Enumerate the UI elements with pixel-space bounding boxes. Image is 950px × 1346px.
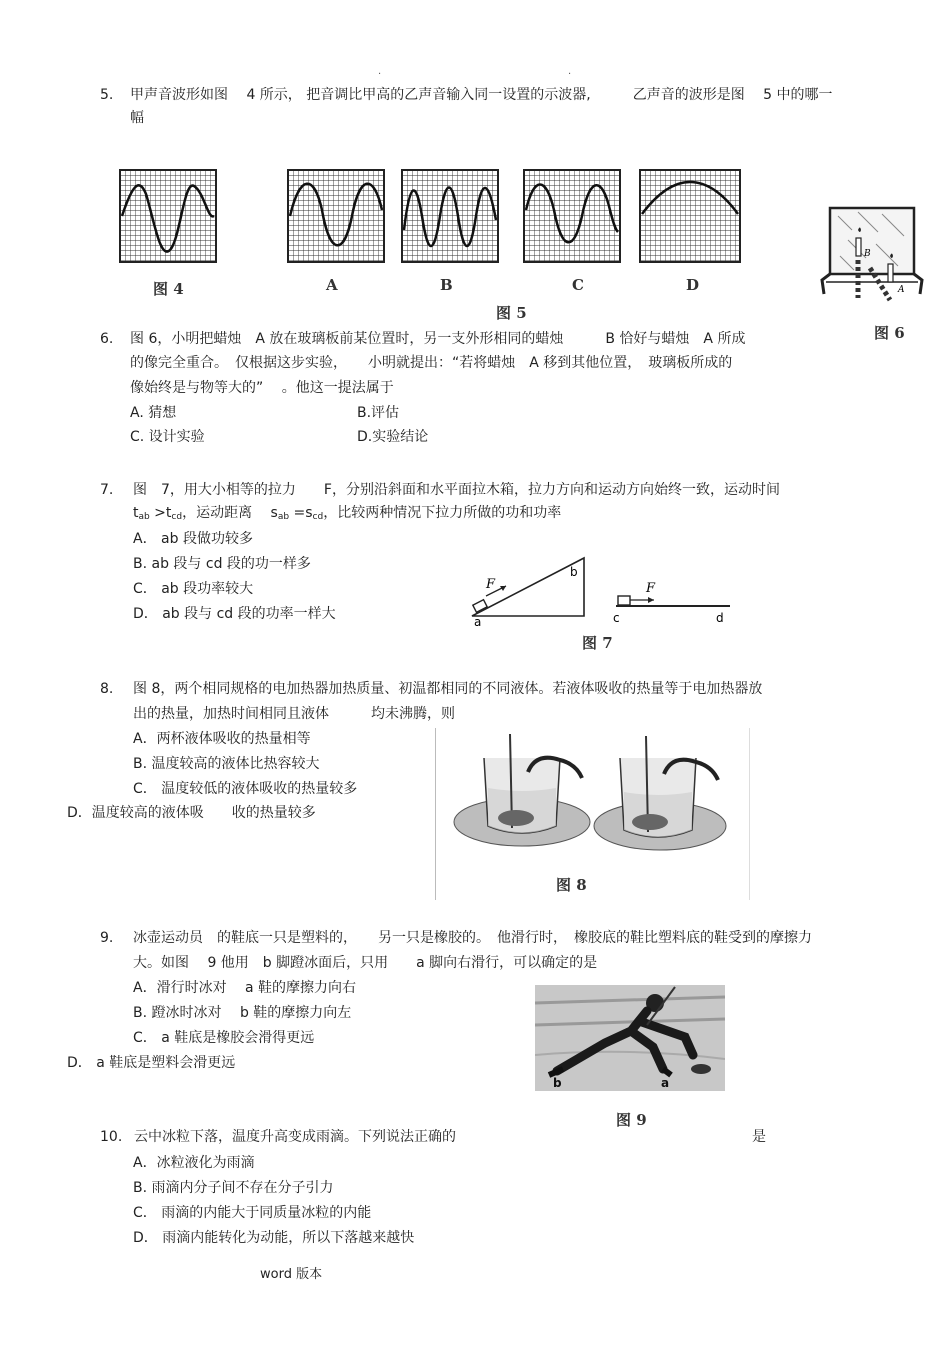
figure-9-curling-photo [535, 985, 725, 1091]
q7-stem-line1: 图 7，用大小相等的拉力 F，分别沿斜面和水平面拉木箱，拉力方向和运动方向始终一致，运动时间 [133, 482, 780, 498]
q7-option-b: B. ab 段与 cd 段的功一样多 [133, 556, 311, 572]
q5-stem-line1: 甲声音波形如图 4 所示， 把音调比甲高的乙声音输入同一设置的示波器, 乙声音的波形是图 5 中的哪一 [130, 87, 833, 103]
q10-option-a: A．冰粒液化为雨滴 [133, 1155, 255, 1171]
fig6-label-a: A [898, 285, 905, 295]
fig5-option-d-wave [640, 170, 740, 262]
q8-option-b: B. 温度较高的液体比热容较大 [133, 756, 320, 772]
figure-8-drawing [436, 728, 749, 900]
q9-option-d: D． a 鞋底是塑料会滑更远 [67, 1055, 236, 1071]
option-c-label: C [572, 276, 584, 294]
fig9-label-b: b [553, 1076, 562, 1090]
q9-option-b: B. 蹬冰时冰对 b 鞋的摩擦力向左 [133, 1005, 352, 1021]
q9-number: 9. [100, 930, 114, 946]
q6-option-b: B.评估 [357, 405, 400, 421]
q9-stem-line1: 冰壶运动员 的鞋底一只是塑料的， 另一只是橡胶的。 他滑行时， 橡胶底的鞋比塑料底的鞋受到的摩擦力 [133, 930, 812, 946]
q8-number: 8. [100, 681, 114, 697]
fig6-label-b: B [864, 249, 871, 259]
fig7-caption: 图 7 [582, 634, 613, 652]
fig5-option-c-wave [524, 170, 620, 262]
q7-stem-line2: $t_{ab} >t_{cd}$，运动距离 $s_{ab} =s_{cd}$，比较两种情况下拉力所做的功和功率 [133, 505, 562, 522]
q10-option-c: C． 雨滴的内能大于同质量冰粒的内能 [133, 1205, 372, 1221]
q8-option-c: C． 温度较低的液体吸收的热量较多 [133, 781, 358, 797]
q6-option-a: A. 猜想 [130, 405, 177, 421]
fig9-caption: 图 9 [616, 1111, 647, 1129]
fig7-force-label-1: F [486, 577, 496, 592]
q6-stem-line2: 的像完全重合。 仅根据这步实验， 小明就提出：“若将蜡烛 A 移到其他位置， 玻璃板所成的 [130, 355, 733, 371]
q10-option-b: B. 雨滴内分子间不存在分子引力 [133, 1180, 334, 1196]
fig9-label-a: a [661, 1076, 670, 1090]
q8-stem-line1: 图 8，两个相同规格的电加热器加热质量、初温都相同的不同液体。若液体吸收的热量等于电加热器放 [133, 681, 763, 697]
figure-6-glass-plate [818, 200, 928, 322]
q6-option-d: D.实验结论 [357, 429, 429, 445]
fig7-label-b: b [570, 565, 578, 579]
fig4-caption: 图 4 [153, 280, 184, 298]
top-dot-1: . [378, 66, 382, 77]
fig5-caption: 图 5 [496, 304, 527, 322]
q8-option-a: A．两杯液体吸收的热量相等 [133, 731, 311, 747]
q5-number: 5. [100, 87, 114, 103]
figure-9-drawing [535, 985, 725, 1091]
q6-stem-line1: 图 6，小明把蜡烛 A 放在玻璃板前某位置时，另一支外形相同的蜡烛 B 恰好与蜡烛 A 所成 [130, 331, 746, 347]
fig7-label-c: c [613, 611, 620, 625]
q7-option-c: C． ab 段功率较大 [133, 581, 254, 597]
q10-stem-end: 是 [752, 1129, 766, 1145]
q5-stem-line2: 幅 [130, 110, 144, 126]
figure-4-5-waveforms [110, 158, 770, 328]
figure-7-incline [468, 552, 738, 632]
fig5-option-a-wave [288, 170, 384, 262]
option-b-label: B [440, 276, 453, 294]
figure-8-beakers-photo [435, 728, 750, 900]
q10-number: 10. [100, 1129, 123, 1145]
fig8-caption: 图 8 [556, 876, 587, 894]
option-d-label: D [686, 276, 700, 294]
fig5-option-b-wave [402, 170, 498, 262]
fig4-oscilloscope [120, 170, 216, 262]
q6-stem-line3: 像始终是与物等大的” 。他这一提法属于 [130, 380, 394, 396]
fig6-caption: 图 6 [874, 324, 905, 342]
q8-stem-line2: 出的热量，加热时间相同且液体 均未沸腾，则 [133, 706, 455, 722]
q10-option-d: D． 雨滴内能转化为动能，所以下落越来越快 [133, 1230, 415, 1246]
q9-option-c: C． a 鞋底是橡胶会滑得更远 [133, 1030, 315, 1046]
q8-option-d: D．温度较高的液体吸 收的热量较多 [67, 805, 316, 821]
q7-option-a: A． ab 段做功较多 [133, 531, 253, 547]
top-dot-2: . [568, 66, 572, 77]
fig7-label-a: a [474, 615, 482, 629]
q7-number: 7. [100, 482, 114, 498]
page-footer: word 版本 [260, 1267, 323, 1282]
fig7-label-d: d [716, 611, 724, 625]
q6-option-c: C. 设计实验 [130, 429, 205, 445]
option-a-label: A [326, 276, 338, 294]
q7-option-d: D． ab 段与 cd 段的功率一样大 [133, 606, 336, 622]
fig7-force-label-2: F [646, 581, 656, 596]
q9-option-a: A．滑行时冰对 a 鞋的摩擦力向右 [133, 980, 357, 996]
q10-stem-line1: 云中冰粒下落，温度升高变成雨滴。下列说法正确的 [134, 1129, 456, 1145]
q9-stem-line2: 大。如图 9 他用 b 脚蹬冰面后，只用 a 脚向右滑行，可以确定的是 [133, 955, 598, 971]
q6-number: 6. [100, 331, 114, 347]
